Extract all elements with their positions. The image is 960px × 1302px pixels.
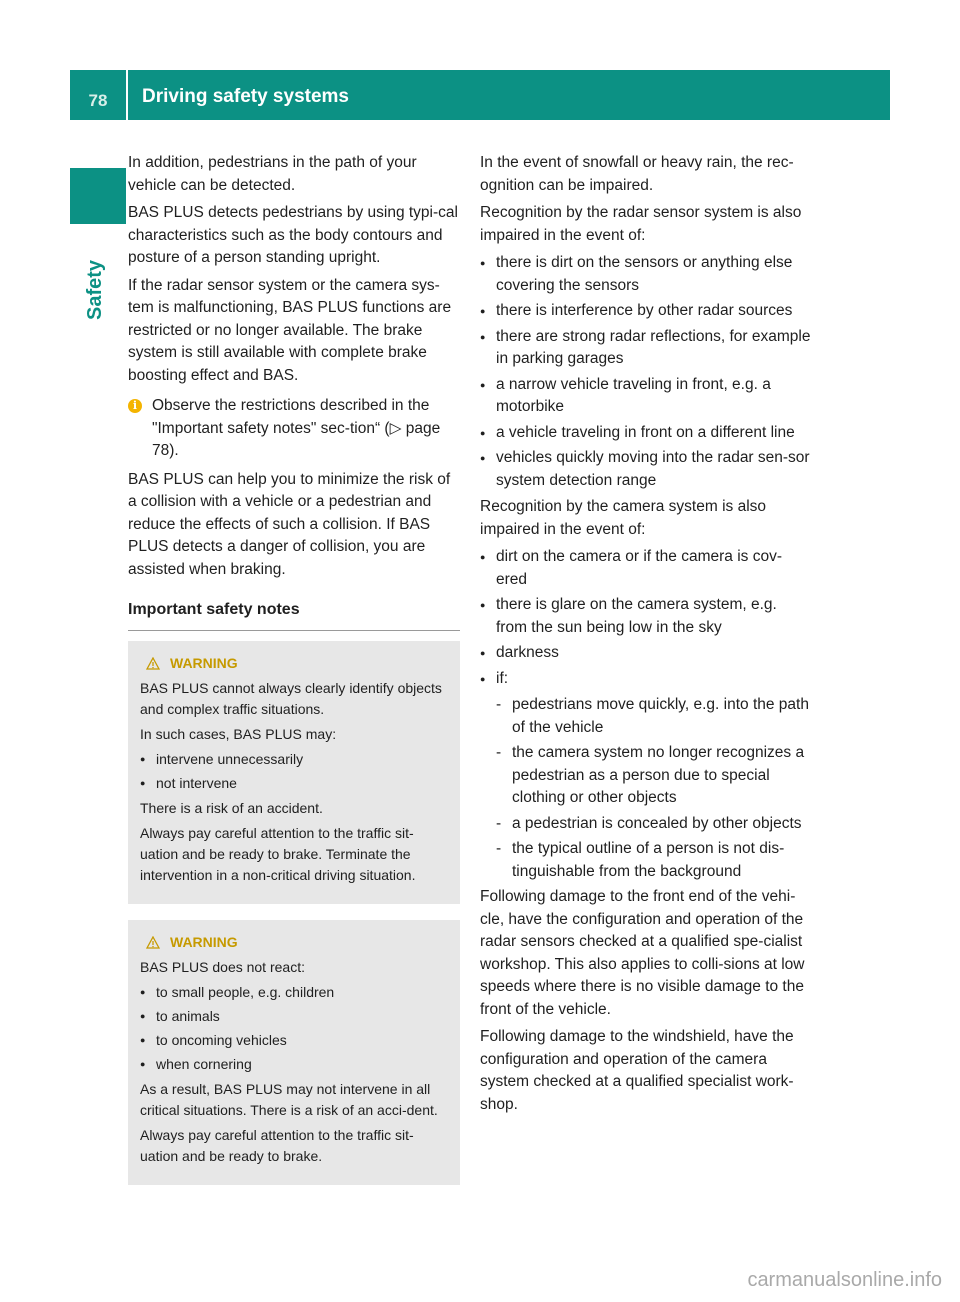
note-text: Observe the restrictions described in the "Important safety notes" sec-tion“ (: [152, 397, 430, 437]
section-marker: [70, 168, 126, 224]
warning-triangle-icon: [146, 657, 160, 670]
sub-list-item: - the typical outline of a person is not dis-tinguishable from the background: [496, 838, 812, 883]
warning-header: [140, 653, 448, 674]
paragraph: Recognition by the radar sensor system is also impaired in the event of:: [480, 204, 802, 244]
radar-conditions-list: [480, 252, 812, 492]
section-heading: Important safety notes: [128, 599, 460, 631]
warning-list: [140, 982, 448, 1075]
list-item: ● if:: [480, 668, 812, 691]
paragraph: In the event of snowfall or heavy rain, the rec-ognition can be impaired.: [480, 154, 794, 194]
list-item: ● there is glare on the camera system, e.g. from the sun being low in the sky: [480, 594, 812, 639]
paragraph: Following damage to the windshield, have the configuration and operation of the camera system checked at a qualified specialist work-shop.: [480, 1028, 794, 1113]
header-divider: [126, 70, 128, 120]
list-item: ● darkness: [480, 642, 812, 665]
warning-title: WARNING: [170, 654, 238, 671]
warning-title: WARNING: [170, 933, 238, 950]
warning-text: There is a risk of an accident.: [140, 799, 323, 816]
warning-text: BAS PLUS cannot always clearly identify objects and complex traffic situations.: [140, 679, 442, 717]
paragraph: In addition, pedestrians in the path of your vehicle can be detected.: [128, 154, 417, 194]
warning-text: In such cases, BAS PLUS may:: [140, 725, 337, 742]
warning-text: BAS PLUS does not react:: [140, 958, 305, 975]
list-item: ● there are strong radar reflections, for example in parking garages: [480, 326, 812, 371]
sub-list-item: - the camera system no longer recognizes a pedestrian as a person due to special clothing or other objects: [496, 742, 812, 810]
sub-list-item: - pedestrians move quickly, e.g. into the path of the vehicle: [496, 694, 812, 739]
list-item: ● not intervene: [140, 773, 448, 794]
chapter-title: Driving safety systems: [142, 86, 349, 107]
page-number: 78: [88, 91, 108, 110]
warning-text: Always pay careful attention to the traffic sit-uation and be ready to brake. Terminate the intervention in a non-critical driving situation.: [140, 824, 416, 883]
warning-text: Always pay careful attention to the traffic sit-uation and be ready to brake.: [140, 1126, 414, 1164]
list-item: ● when cornering: [140, 1054, 448, 1075]
paragraph: BAS PLUS detects pedestrians by using typi-cal characteristics such as the body contours and posture of a person standing upright.: [128, 204, 458, 266]
warning-list: [140, 749, 448, 794]
section-label: Safety: [84, 259, 106, 320]
list-item: ● to animals: [140, 1006, 448, 1027]
page-ref-arrow-icon: ▷: [389, 419, 402, 437]
list-item: ● to small people, e.g. children: [140, 982, 448, 1003]
camera-sub-conditions-list: [480, 694, 812, 883]
list-item: ● vehicles quickly moving into the radar sen-sor system detection range: [480, 447, 812, 492]
paragraph: If the radar sensor system or the camera sys-tem is malfunctioning, BAS PLUS functions are restricted or no longer available. The brake system is still available with complete brake boosting effect and BAS.: [128, 276, 452, 384]
warning-box: [128, 920, 460, 1185]
paragraph: Following damage to the front end of the vehi-cle, have the configuration and operation of the radar sensors checked at a qualified spe-cialist workshop. This also applies to colli-sions at low speeds where there is no visible damage to the front of the vehicle.: [480, 888, 805, 1018]
page-reference-link[interactable]: page 78).: [152, 419, 441, 459]
sub-list-item: - a pedestrian is concealed by other objects: [496, 813, 812, 836]
list-item: ● a vehicle traveling in front on a different line: [480, 422, 812, 445]
right-column: [480, 152, 812, 1121]
warning-header: [140, 932, 448, 953]
camera-conditions-list: [480, 546, 812, 690]
list-item: ● dirt on the camera or if the camera is cov-ered: [480, 546, 812, 591]
info-icon: i: [128, 399, 142, 413]
list-item: ● to oncoming vehicles: [140, 1030, 448, 1051]
list-item: ● intervene unnecessarily: [140, 749, 448, 770]
left-column: [128, 152, 460, 1185]
warning-box: [128, 641, 460, 904]
list-item: ● there is interference by other radar sources: [480, 300, 812, 323]
list-item: ● a narrow vehicle traveling in front, e.g. a motorbike: [480, 374, 812, 419]
paragraph: Recognition by the camera system is also impaired in the event of:: [480, 498, 767, 538]
warning-text: As a result, BAS PLUS may not intervene in all critical situations. There is a risk of an acci-dent.: [140, 1080, 438, 1118]
list-item: ● there is dirt on the sensors or anything else covering the sensors: [480, 252, 812, 297]
info-note: [128, 395, 460, 463]
watermark: carmanualsonline.info: [747, 1269, 942, 1291]
paragraph: BAS PLUS can help you to minimize the risk of a collision with a vehicle or a pedestrian and reduce the effects of such a collision. If BAS PLUS detects a danger of collision, you are assisted when braking.: [128, 470, 451, 578]
warning-triangle-icon: [146, 936, 160, 949]
